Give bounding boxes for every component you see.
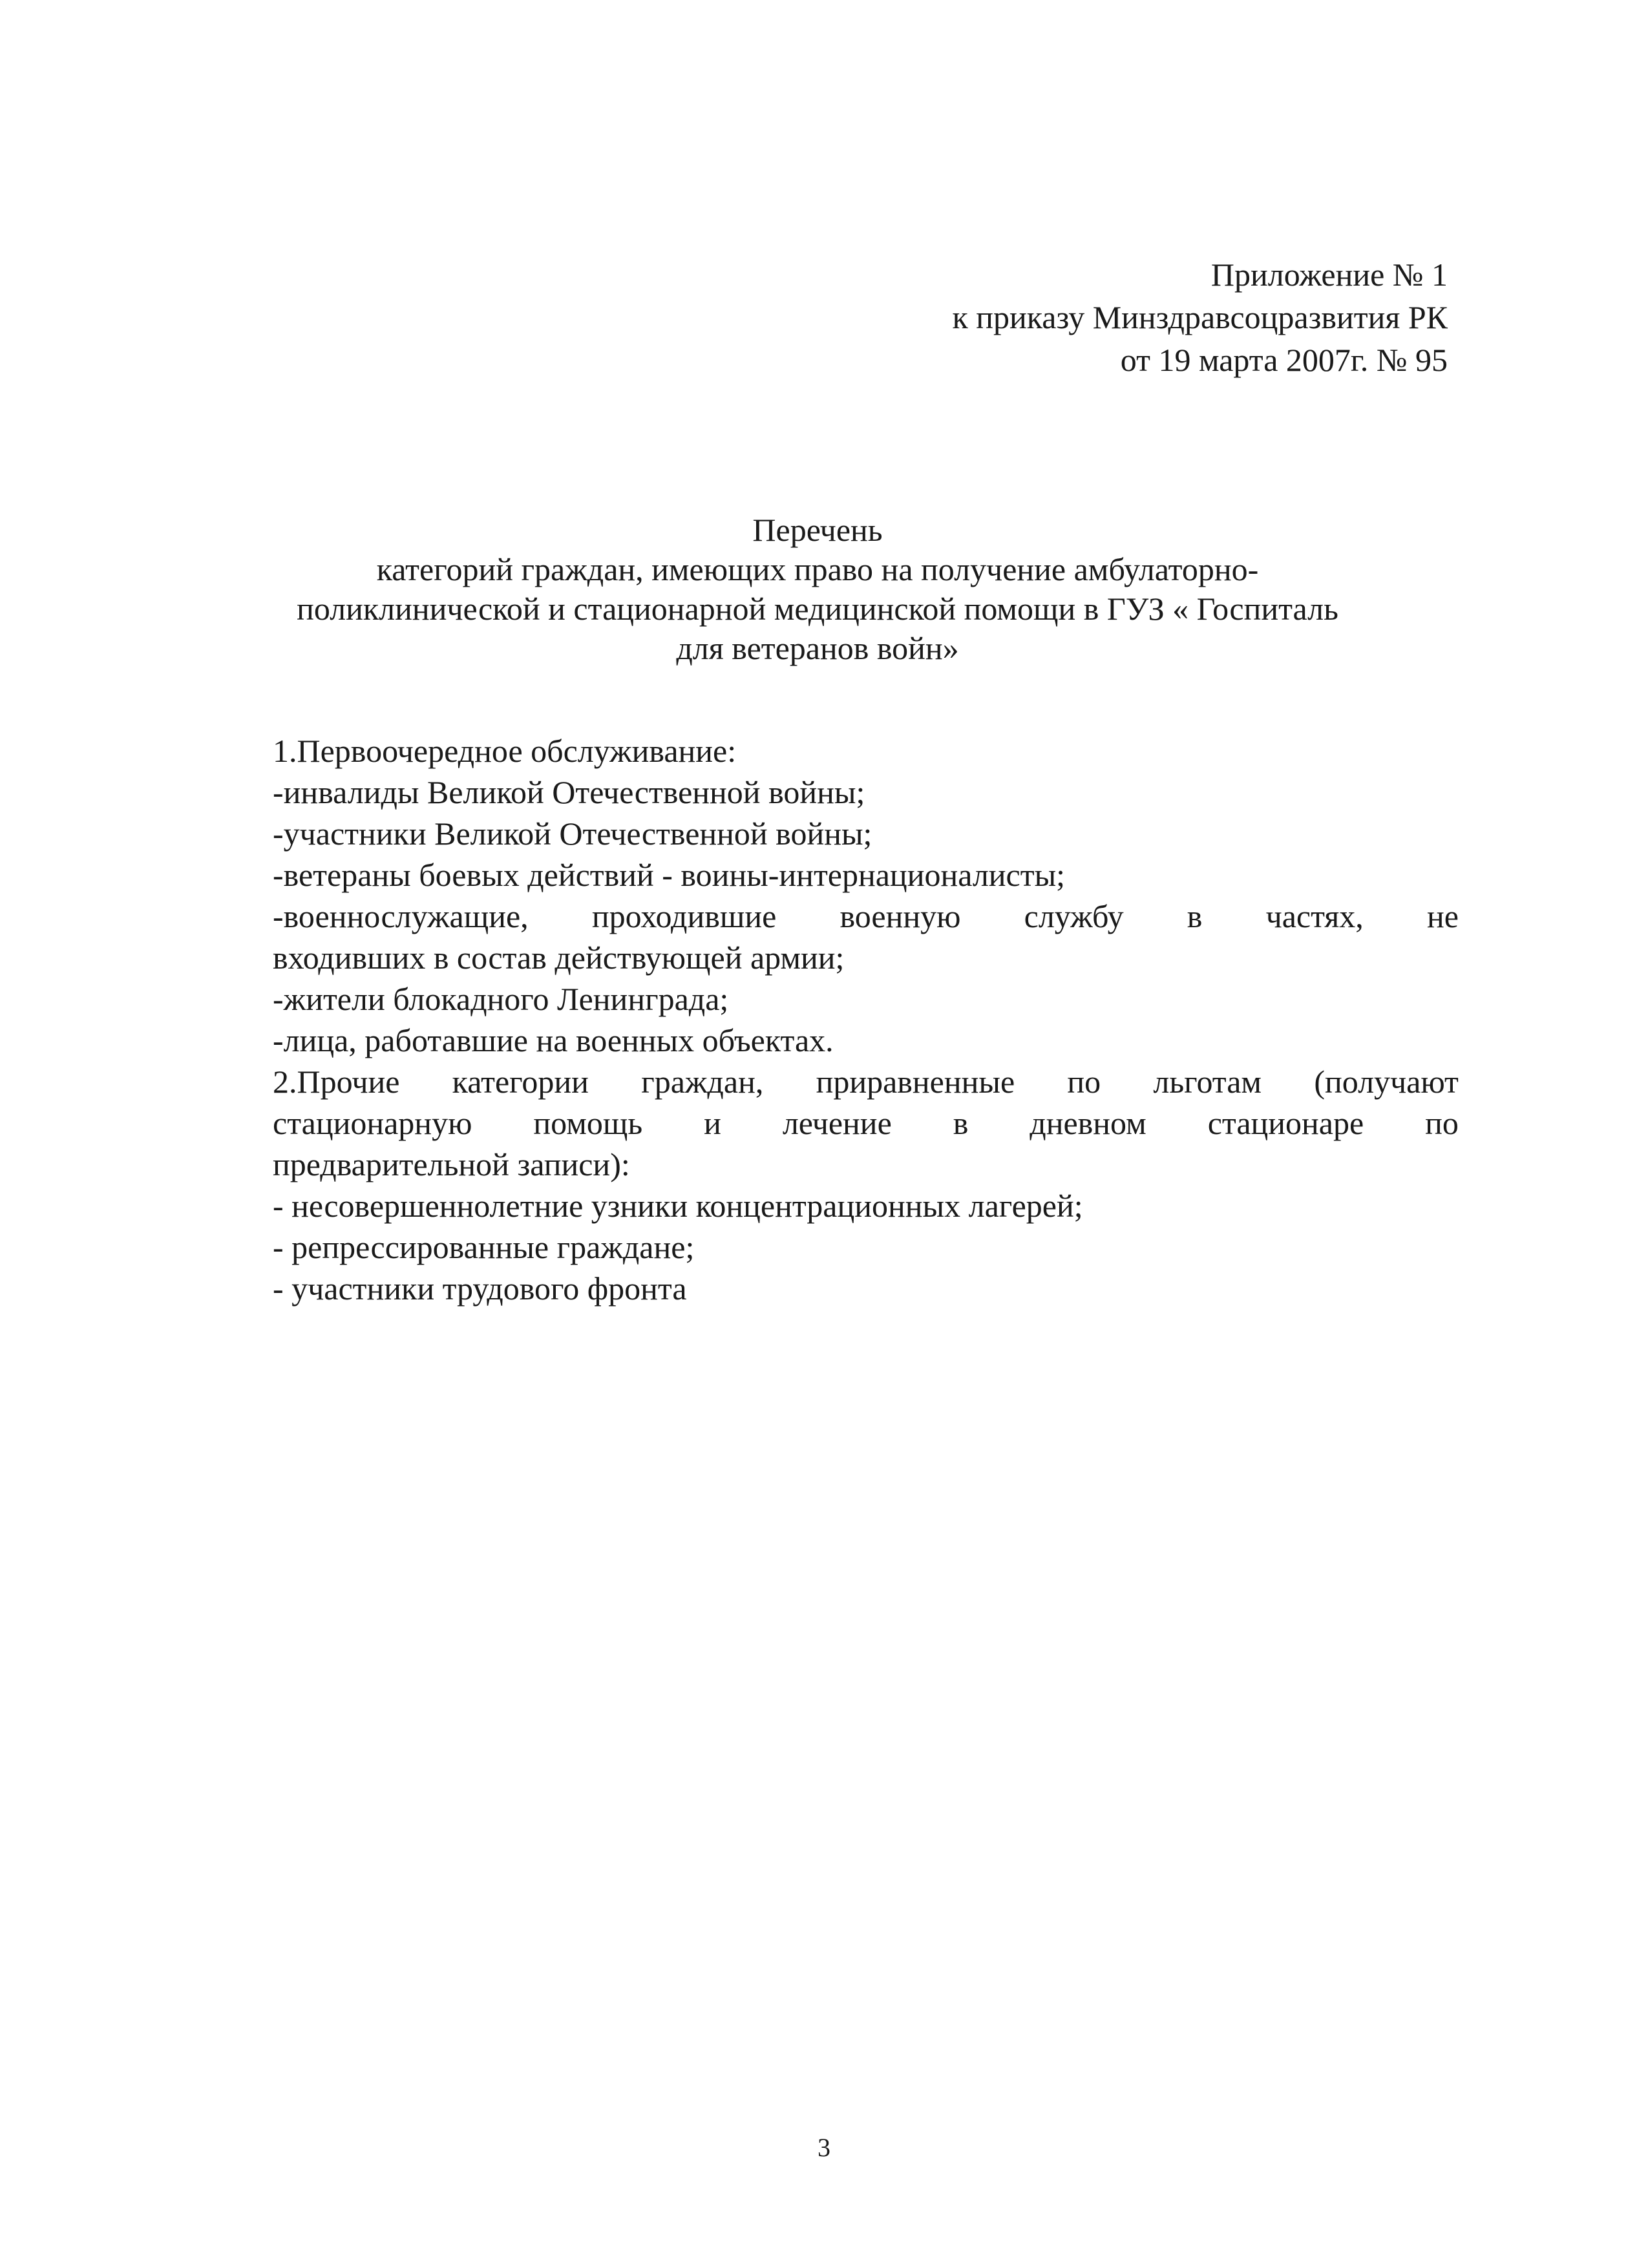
appendix-reference: [952, 253, 1448, 381]
list-item: - репрессированные граждане;: [273, 1229, 695, 1265]
document-body: [273, 730, 1459, 1309]
word: стационаре: [1207, 1105, 1364, 1141]
word: категории: [452, 1064, 589, 1100]
list-item: -ветераны боевых действий - воины-интернационалисты;: [273, 857, 1066, 893]
word: в: [1187, 898, 1203, 934]
list-item: -инвалиды Великой Отечественной войны;: [273, 774, 865, 810]
word: граждан,: [641, 1064, 764, 1100]
word: приравненные: [816, 1064, 1015, 1100]
section2-heading: [273, 1061, 1459, 1102]
word: дневном: [1030, 1105, 1146, 1141]
title-line: поликлинической и стационарной медицинской помощи в ГУЗ « Госпиталь: [297, 591, 1338, 627]
word: по: [1425, 1105, 1459, 1141]
word: не: [1427, 898, 1459, 934]
document-title: [149, 510, 1486, 668]
word: 2.Прочие: [273, 1064, 400, 1100]
list-item: -жители блокадного Ленинграда;: [273, 981, 729, 1017]
list-item-justified: [273, 896, 1459, 937]
word: частях,: [1265, 898, 1364, 934]
list-item: -лица, работавшие на военных объектах.: [273, 1022, 834, 1058]
appendix-number: Приложение № 1: [1210, 257, 1448, 293]
appendix-order: к приказу Минздравсоцразвития РК: [952, 299, 1448, 335]
word: проходившие: [591, 898, 777, 934]
word: стационарную: [273, 1105, 472, 1141]
list-item: - несовершеннолетние узники концентрационных лагерей;: [273, 1188, 1083, 1224]
word: и: [704, 1105, 721, 1141]
word: лечение: [782, 1105, 892, 1141]
word: по: [1067, 1064, 1101, 1100]
appendix-date: от 19 марта 2007г. № 95: [1120, 342, 1448, 378]
title-line: категорий граждан, имеющих право на получение амбулаторно-: [376, 551, 1259, 587]
title-heading: Перечень: [752, 512, 883, 548]
word: военную: [840, 898, 961, 934]
word: службу: [1024, 898, 1124, 934]
section1-heading: 1.Первоочередное обслуживание:: [273, 733, 737, 769]
word: (получают: [1314, 1064, 1459, 1100]
list-item: - участники трудового фронта: [273, 1270, 687, 1307]
word: в: [953, 1105, 969, 1141]
section2-heading-line3: предварительной записи):: [273, 1146, 630, 1182]
list-item-continuation: входивших в состав действующей армии;: [273, 940, 845, 976]
word: -военнослужащие,: [273, 898, 529, 934]
word: льготам: [1153, 1064, 1262, 1100]
page-number: 3: [818, 2133, 830, 2162]
list-item: -участники Великой Отечественной войны;: [273, 815, 872, 852]
title-line: для ветеранов войн»: [676, 630, 959, 666]
word: помощь: [533, 1105, 643, 1141]
section2-heading-line2: [273, 1102, 1459, 1144]
